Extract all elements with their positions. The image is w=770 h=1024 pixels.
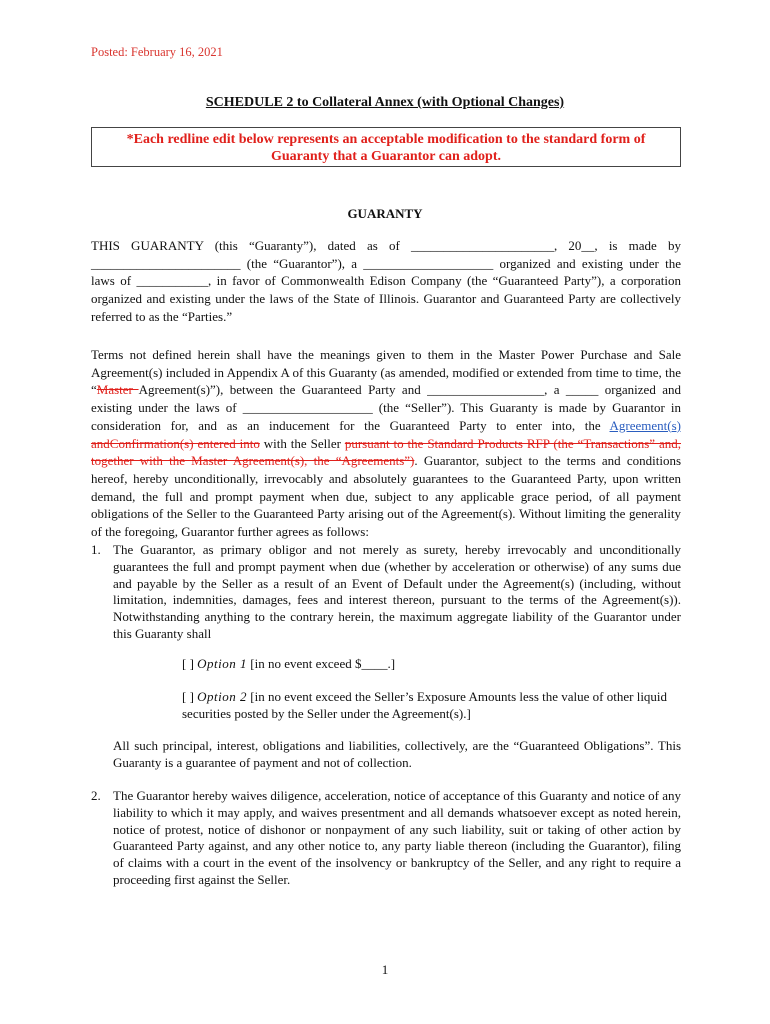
deleted-text-confirmation: Confirmation(s) entered into	[109, 435, 260, 451]
intro-paragraph: THIS GUARANTY (this “Guaranty”), dated as of ______________________, 20__, is made by _______________________ (the “Guarantor”), a ____________________ organized and existing under the laws of ___________, in favor of Commonwealth Edison Company (the “Guaranteed Party”), a corporation organized and existing under the laws of the State of Illinois. Guarantor and Guaranteed Party are collectively referred to as the “Parties.”	[91, 238, 681, 324]
terms-text-2: Agreement(s)”), between the Guaranteed Party and __________________, a _____ organized and existing under the laws of ____________________ (the “Seller”). This Guaranty is made by Guarantor in consideration for, and as an inducement for the Guaranteed Party to enter into, the	[91, 382, 681, 433]
option-2-label: Option 2	[197, 689, 248, 704]
list-item-1	[91, 542, 681, 643]
redline-notice-box: *Each redline edit below represents an acceptable modification to the standard form of Guaranty that a Guarantor can adopt.	[91, 127, 681, 167]
guaranty-heading: GUARANTY	[347, 206, 423, 221]
page-number: 1	[381, 962, 389, 977]
option-1	[182, 656, 682, 673]
option-1-text: [in no event exceed $____.]	[250, 656, 396, 671]
option-2-text: [in no event exceed the Seller’s Exposure Amounts less the value of other liquid securities posted by the Seller under the Agreement(s).]	[182, 689, 668, 721]
posted-date: Posted: February 16, 2021	[91, 45, 223, 59]
option-2-checkbox[interactable]: [ ]	[182, 689, 194, 704]
option-2	[182, 689, 682, 723]
terms-paragraph	[91, 346, 681, 541]
deleted-text-master: Master	[96, 382, 139, 398]
terms-text-4: . Guarantor, subject to the terms and conditions hereof, hereby unconditionally, irrevocably and absolutely guarantees to the Guaranteed Party, upon written demand, the full and prompt payment when due, subject to any applicable grace period, of all payment obligations of the Seller to the Guaranteed Party arising out of the Agreement(s). Without limiting the generality of the foregoing, Guarantor further agrees as follows:	[91, 453, 681, 540]
list-number: 2.	[91, 788, 101, 803]
guaranteed-obligations-paragraph: All such principal, interest, obligations and liabilities, collectively, are the “Guaranteed Obligations”. This Guaranty is a guarantee of payment and not of collection.	[113, 738, 681, 770]
schedule-title: SCHEDULE 2 to Collateral Annex (with Optional Changes)	[205, 95, 565, 110]
deleted-text-pursuant: pursuant to the Standard Products RFP (the “Transactions” and, together with the Master Agreement(s), the “Agreements”)	[91, 435, 681, 469]
option-1-checkbox[interactable]: [ ]	[182, 656, 194, 671]
list-number: 1.	[91, 542, 101, 557]
deleted-text-and: and	[91, 435, 110, 451]
option-1-label: Option 1	[197, 656, 248, 671]
terms-text-1: Terms not defined herein shall have the meanings given to them in the Master Power Purchase and Sale Agreement(s) included in Appendix A of this Guaranty (as amended, modified or extended from time to time, the “	[91, 347, 681, 398]
inserted-text-agreements: Agreement(s)	[609, 417, 681, 433]
list-item-text: The Guarantor, as primary obligor and not merely as surety, hereby irrevocably and unconditionally guarantees the full and prompt payment when due (whether by acceleration or otherwise) of any sums due and payable by the Seller as a result of an Event of Default under the Agreement(s) (including, without limitation, indemnities, damages, fees and interest thereon, pursuant to the terms of the Agreement(s)). Notwithstanding anything to the contrary herein, the maximum aggregate liability of the Guarantor under this Guaranty shall	[113, 542, 681, 641]
list-item-text: The Guarantor hereby waives diligence, acceleration, notice of acceptance of this Guaranty and notice of any liability to which it may apply, and waives presentment and all demands whatsoever except as noted herein, notice of protest, notice of dishonor or nonpayment of any such liability, suit or taking of other action by Guaranteed Party against, and any other notice to, any party liable thereon (including the Guarantor), filing of claims with a court in the event of the insolvency or bankruptcy of the Seller, and any right to require a proceeding first against the Seller.	[113, 788, 681, 887]
terms-text-3: with the Seller	[259, 435, 345, 451]
list-item-2	[91, 788, 681, 889]
